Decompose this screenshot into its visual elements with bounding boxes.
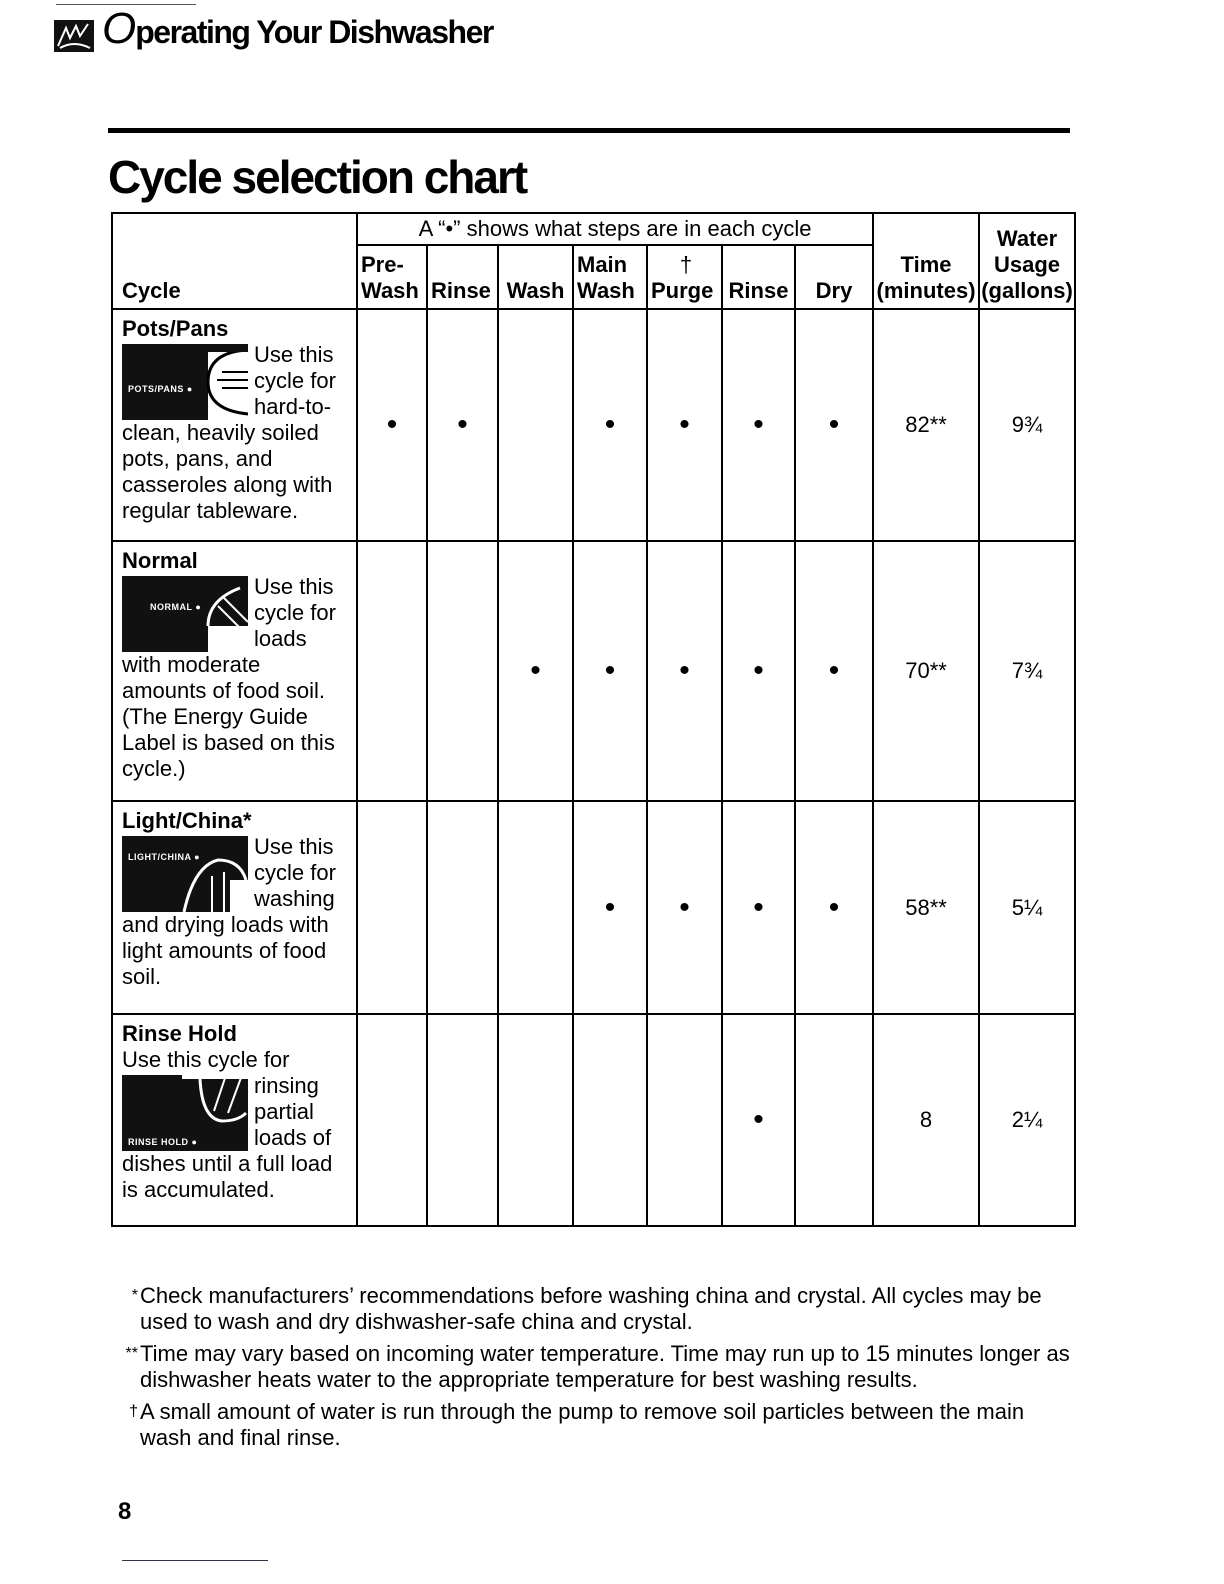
- step-mark: •: [722, 309, 795, 541]
- cycle-time: 70**: [873, 541, 979, 801]
- step-mark: [427, 1014, 498, 1226]
- step-mark: •: [498, 541, 573, 801]
- water-usage: 9¾: [979, 309, 1075, 541]
- cycle-time: 8: [873, 1014, 979, 1226]
- cycle-description: Rinse Hold Use this cycle for RINSE HOLD ● rinsing partial loads of dishes until a full load is accumulated.: [112, 1014, 357, 1226]
- step-mark: •: [795, 309, 873, 541]
- step-mark: •: [722, 1014, 795, 1226]
- step-mark: [427, 541, 498, 801]
- step-mark: •: [647, 309, 722, 541]
- normal-button-icon: NORMAL ●: [122, 576, 248, 652]
- step-mark: •: [795, 541, 873, 801]
- dishwasher-logo-icon: [54, 20, 94, 52]
- step-mark: •: [573, 801, 647, 1014]
- step-mark: •: [795, 801, 873, 1014]
- step-mark: [795, 1014, 873, 1226]
- column-header-wash: Wash: [498, 245, 573, 309]
- cycle-description: Light/China* LIGHT/CHINA ● Use this cycle for washing and drying loads with light amounts of food soil.: [112, 801, 357, 1014]
- rinse-hold-button-icon: RINSE HOLD ●: [122, 1075, 248, 1151]
- step-mark: •: [573, 309, 647, 541]
- column-header-dry: Dry: [795, 245, 873, 309]
- cycle-selection-table: [111, 212, 1076, 1227]
- table-row: [112, 309, 1075, 541]
- step-mark: •: [722, 801, 795, 1014]
- page-number: 8: [118, 1498, 132, 1525]
- table-row: [112, 801, 1075, 1014]
- steps-legend-header: A “•” shows what steps are in each cycle: [357, 213, 873, 245]
- cycle-description: Pots/Pans POTS/PANS ● Use this cycle for hard-to- clean, heavily soiled pots, pans, and casseroles along with regular tableware.: [112, 309, 357, 541]
- cycle-detail-text: and drying loads with light amounts of food soil.: [122, 912, 329, 989]
- step-mark: [357, 541, 427, 801]
- cycle-name: Normal: [122, 548, 198, 573]
- footnote: ** Time may vary based on incoming water temperature. Time may run up to 15 minutes longer as dishwasher heats water to the appropriate temperature for best washing results.: [125, 1341, 1070, 1392]
- water-usage: 2¼: [979, 1014, 1075, 1226]
- column-header-rinse: Rinse: [427, 245, 498, 309]
- cycle-name: Light/China*: [122, 808, 252, 833]
- step-mark: [427, 801, 498, 1014]
- water-usage: 5¼: [979, 801, 1075, 1014]
- step-mark: •: [357, 309, 427, 541]
- column-header-main-wash: Main Wash: [573, 245, 647, 309]
- cycle-name: Rinse Hold: [122, 1021, 237, 1046]
- step-mark: [498, 801, 573, 1014]
- table-row: [112, 541, 1075, 801]
- cycle-description: Normal NORMAL ● Use this cycle for loads with moderate amounts of food soil. (The Energy Guide Label is based on this cycle.): [112, 541, 357, 801]
- column-header-cycle: Cycle: [112, 213, 357, 309]
- footnotes: [112, 1283, 1072, 1457]
- column-header-prewash: Pre- Wash: [357, 245, 427, 309]
- column-header-time: Time (minutes): [873, 213, 979, 309]
- cycle-time: 58**: [873, 801, 979, 1014]
- column-header-final-rinse: Rinse: [722, 245, 795, 309]
- step-mark: [647, 1014, 722, 1226]
- water-usage: 7¾: [979, 541, 1075, 801]
- step-mark: [357, 1014, 427, 1226]
- step-mark: [573, 1014, 647, 1226]
- chart-title: Cycle selection chart: [108, 151, 527, 203]
- cycle-detail-text: clean, heavily soiled pots, pans, and casseroles along with regular tableware.: [122, 420, 333, 523]
- light-china-button-icon: LIGHT/CHINA ●: [122, 836, 248, 912]
- cycle-time: 82**: [873, 309, 979, 541]
- cycle-detail-text: with moderate amounts of food soil. (The Energy Guide Label is based on this cycle.): [122, 652, 335, 781]
- section-rule: [108, 128, 1070, 133]
- table-row: [112, 1014, 1075, 1226]
- footnote: * Check manufacturers’ recommendations before washing china and crystal. All cycles may be used to wash and dry dishwasher-safe china and crystal.: [131, 1283, 1042, 1334]
- column-header-water: Water Usage (gallons): [979, 213, 1075, 309]
- step-mark: •: [722, 541, 795, 801]
- pots-pans-button-icon: POTS/PANS ●: [122, 344, 248, 420]
- step-mark: [498, 1014, 573, 1226]
- step-mark: [357, 801, 427, 1014]
- header-title: Operating Your Dishwasher: [102, 4, 493, 53]
- cycle-name: Pots/Pans: [122, 316, 229, 341]
- column-header-purge: † Purge: [647, 245, 722, 309]
- cycle-detail-text: dishes until a full load is accumulated.: [122, 1151, 333, 1202]
- step-mark: •: [427, 309, 498, 541]
- footnote: † A small amount of water is run through the pump to remove soil particles between the main wash and final rinse.: [129, 1399, 1025, 1450]
- bottom-line: [122, 1560, 268, 1561]
- page-header: [54, 4, 493, 53]
- step-mark: •: [647, 541, 722, 801]
- step-mark: •: [647, 801, 722, 1014]
- step-mark: •: [573, 541, 647, 801]
- step-mark: [498, 309, 573, 541]
